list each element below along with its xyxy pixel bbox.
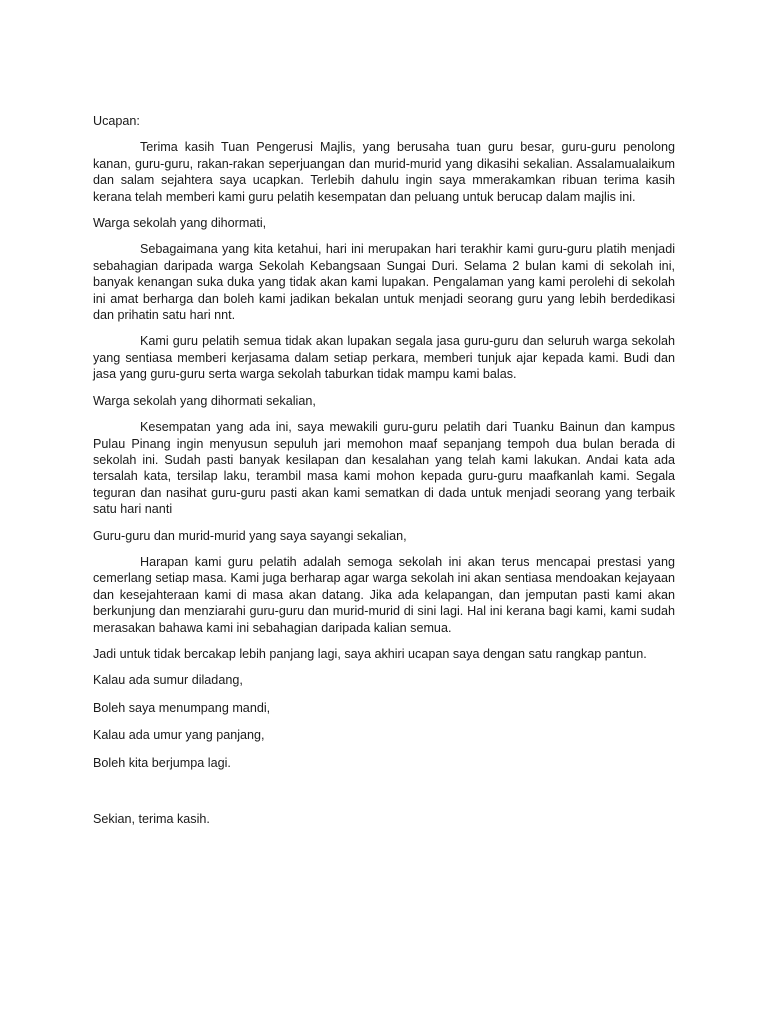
closing-line: Sekian, terima kasih. — [93, 812, 210, 826]
paragraph-apology: Kesempatan yang ada ini, saya mewakili guru-guru pelatih dari Tuanku Bainun dan kampus Pulau Pinang ingin menyusun sepuluh jari memohon maaf sepanjang tempoh dua bulan berada di sekolah ini. Sudah pasti banyak kesilapan dan kesalahan yang telah kami lakukan. Andai kata ada tersalah kata, tersilap laku, terambil masa kami mohon kepada guru-guru maafkanlah kami. Segala teguran dan nasihat guru-guru pasti akan kami sematkan di dada untuk menjadi seorang yang terbaik satu hari nanti — [93, 420, 675, 517]
paragraph-gratitude: Kami guru pelatih semua tidak akan lupakan segala jasa guru-guru dan seluruh warga sekolah yang sentiasa memberi kerjasama dalam setiap perkara, memberi tunjuk ajar kepada kami. Budi dan jasa yang guru-guru serta warga sekolah taburkan tidak mampu kami balas. — [93, 334, 675, 382]
speech-heading: Ucapan: — [93, 114, 140, 128]
pantun-line: Boleh kita berjumpa lagi. — [93, 755, 231, 770]
salutation-warga-sekalian: Warga sekolah yang dihormati sekalian, — [93, 393, 316, 408]
paragraph-pantun-intro: Jadi untuk tidak bercakap lebih panjang lagi, saya akhiri ucapan saya dengan satu rangkap pantun. — [93, 646, 647, 661]
paragraph-last-day: Sebagaimana yang kita ketahui, hari ini merupakan hari terakhir kami guru-guru platih menjadi sebahagian daripada warga Sekolah Kebangsaan Sungai Duri. Selama 2 bulan kami di sekolah ini, banyak kenangan suka duka yang tidak akan kami lupakan. Pengalaman yang kami perolehi di sekolah ini amat berharga dan boleh kami jadikan bekalan untuk menjadi seorang guru yang lebih berdedikasi dan prihatin satu hari nnt. — [93, 242, 675, 323]
paragraph-hope: Harapan kami guru pelatih adalah semoga sekolah ini akan terus mencapai prestasi yang cemerlang setiap masa. Kami juga berharap agar warga sekolah ini akan sentiasa mendoakan kejayaan dan kesejahteraan kami di masa akan datang. Jika ada kelapangan, dan jemputan pasti kami akan berkunjung dan menziarahi guru-guru dan murid-murid di sini lagi. Hal ini kerana bagi kami, kami sudah merasakan bahawa kami ini sebahagian daripada kalian semua. — [93, 554, 675, 635]
pantun-verse — [93, 672, 675, 771]
document-page — [93, 113, 675, 837]
pantun-line: Boleh saya menumpang mandi, — [93, 700, 271, 715]
paragraph-opening: Terima kasih Tuan Pengerusi Majlis, yang berusaha tuan guru besar, guru-guru penolong kanan, guru-guru, rakan-rakan seperjuangan dan murid-murid yang dikasihi sekalian. Assalamualaikum dan salam sejahtera saya ucapkan. Terlebih dahulu ingin saya mmerakamkan ribuan terima kasih kerana telah memberi kami guru pelatih kesempatan dan peluang untuk berucap dalam majlis ini. — [93, 140, 675, 204]
pantun-line: Kalau ada umur yang panjang, — [93, 728, 265, 743]
salutation-guru-murid: Guru-guru dan murid-murid yang saya sayangi sekalian, — [93, 528, 407, 543]
salutation-warga-sekolah: Warga sekolah yang dihormati, — [93, 216, 267, 231]
pantun-line: Kalau ada sumur diladang, — [93, 673, 243, 688]
